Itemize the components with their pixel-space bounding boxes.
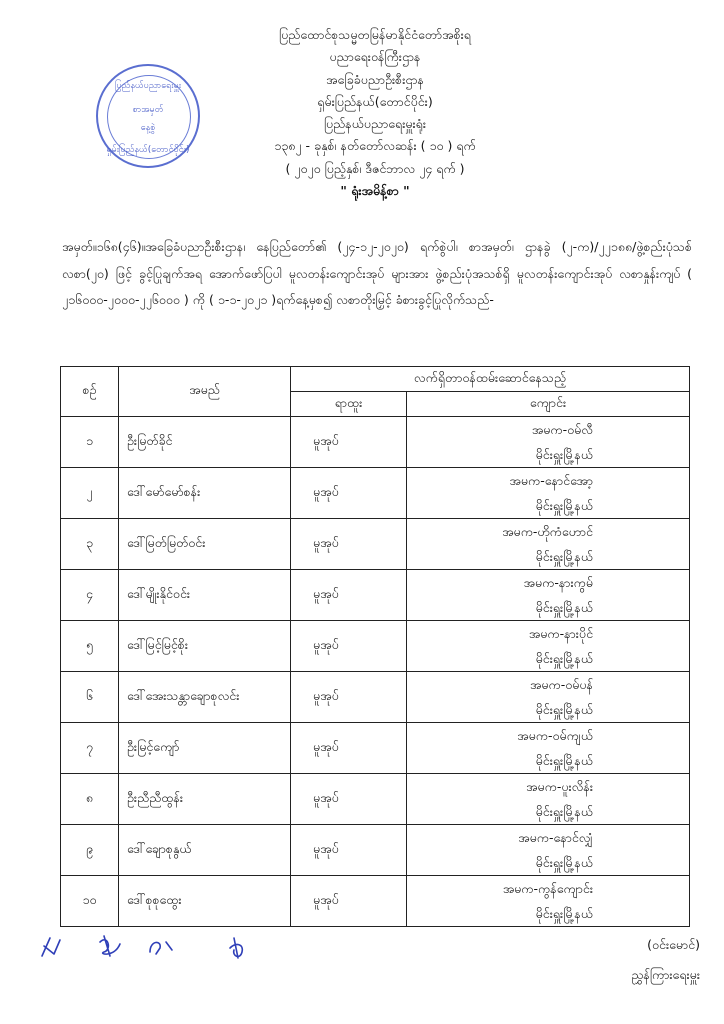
table-row — [61, 825, 690, 876]
school-cell — [407, 876, 690, 927]
seal-ref-line: စာအမှတ် — [132, 105, 164, 115]
table-row — [61, 570, 690, 621]
school-name: အမက-နောင်အော့ — [509, 473, 593, 488]
teacher-position: မူအုပ် — [291, 672, 407, 723]
teacher-name: ဒေါ်မျိုးနိုင်ဝင်း — [119, 570, 291, 621]
teacher-position: မူအုပ် — [291, 570, 407, 621]
township-name: မိုင်းရှူးမြို့နယ် — [535, 651, 593, 666]
school-cell — [407, 723, 690, 774]
row-number: ၂ — [61, 468, 119, 519]
seal-bottom-text: ရှမ်းပြည်နယ်(တောင်ပိုင်း) — [106, 145, 190, 155]
row-number: ၁ — [61, 417, 119, 468]
table-row — [61, 672, 690, 723]
teacher-position: မူအုပ် — [291, 468, 407, 519]
school-cell — [407, 825, 690, 876]
township-name: မိုင်းရှူးမြို့နယ် — [535, 498, 593, 513]
township-name: မိုင်းရှူးမြို့နယ် — [535, 906, 593, 921]
header-line-government: ပြည်ထောင်စုသမ္မတမြန်မာနိုင်ငံတော်အစိုးရ — [279, 27, 471, 42]
teacher-position: မူအုပ် — [291, 723, 407, 774]
header-line-gregorian-date: ( ၂၀၂၀ ပြည့်နှစ်၊ ဒီဇင်ဘာလ ၂၄ ရက် ) — [285, 160, 465, 176]
signatory-title: ညွှန်ကြားရေးမှူး — [631, 967, 700, 982]
letterhead — [210, 24, 540, 202]
school-name: အမက-ဝမ်လီ — [531, 422, 593, 437]
table-row — [61, 621, 690, 672]
school-cell — [407, 570, 690, 621]
school-cell — [407, 468, 690, 519]
school-name: အမက-ပူးလိန်း — [525, 779, 593, 794]
township-name: မိုင်းရှူးမြို့နယ် — [535, 855, 593, 870]
signature-2 — [100, 936, 120, 956]
school-cell — [407, 774, 690, 825]
teacher-position: မူအုပ် — [291, 621, 407, 672]
school-cell — [407, 672, 690, 723]
township-name: မိုင်းရှူးမြို့နယ် — [535, 447, 593, 462]
teacher-name: ဒေါ်မြတ်မြတ်ဝင်း — [119, 519, 291, 570]
seal-date-line: နေ့စွဲ — [140, 123, 156, 133]
school-cell — [407, 519, 690, 570]
header-current-duty: လက်ရှိတာဝန်ထမ်းဆောင်နေသည့် — [291, 367, 690, 392]
teacher-name: ဒေါ်မော်မော်စန်း — [119, 468, 291, 519]
table-row — [61, 417, 690, 468]
header-line-department: အခြေခံပညာဦးစီးဌာန — [326, 71, 424, 87]
teacher-position: မူအုပ် — [291, 417, 407, 468]
row-number: ၉ — [61, 825, 119, 876]
order-paragraph: အမှတ်။၁၆၈(၄၆)။အခြေခံပညာဦးစီးဌာန၊ နေပြည်တော်၏ (၂၄-၁၂-၂၀၂၀) ရက်စွဲပါ၊ စာအမှတ်၊ ဌာနခွဲ (၂-က)/၂၂၁၈၈/ဖွဲ့စည်းပုံသစ်လစာ(၂၀) ဖြင့် ခွင့်ပြုချက်အရ အောက်ဖော်ပြပါ မူလတန်းကျောင်းအုပ် များအား ဖွဲ့စည်းပုံအသစ်ရှိ မူလတန်းကျောင်းအုပ် လစာနှုန်းကျပ် ( ၂၁၆၀၀၀-၂၀၀၀-၂၂၆၀၀၀ ) ကို ( ၁-၁-၂၀၂၁ )ရက်နေ့မှစ၍ လစာတိုးမြှင့် ခံစားခွင့်ပြုလိုက်သည်- — [62, 239, 692, 307]
signature-scribbles — [38, 930, 278, 970]
row-number: ၆ — [61, 672, 119, 723]
school-name: အမက-ဟိုကံဟောင် — [502, 524, 593, 539]
teacher-position: မူအုပ် — [291, 825, 407, 876]
header-name: အမည် — [119, 367, 291, 417]
teacher-position: မူအုပ် — [291, 876, 407, 927]
township-name: မိုင်းရှူးမြို့နယ် — [535, 804, 593, 819]
teacher-name: ဒေါ်မြင့်မြင့်စိုး — [119, 621, 291, 672]
school-name: အမက-နားကွမ် — [523, 575, 593, 590]
table-row — [61, 876, 690, 927]
office-seal — [96, 64, 200, 168]
teacher-name: ဒေါ်အေးသန္တာချောစုလင်း — [119, 672, 291, 723]
township-name: မိုင်းရှူးမြို့နယ် — [535, 702, 593, 717]
table-row — [61, 774, 690, 825]
signature-4 — [230, 938, 242, 958]
signatory-block — [570, 930, 700, 990]
row-number: ၅ — [61, 621, 119, 672]
header-line-ministry: ပညာရေးဝန်ကြီးဌာန — [329, 49, 421, 65]
header-school: ကျောင်း — [407, 392, 690, 417]
signature-area — [38, 930, 278, 970]
township-name: မိုင်းရှူးမြို့နယ် — [535, 549, 593, 564]
school-cell — [407, 621, 690, 672]
school-name: အမက-ကွန်ကျောင်း — [502, 881, 593, 896]
seal-top-text: ပြည်နယ်ပညာရေးမှူး — [114, 81, 182, 91]
row-number: ၃ — [61, 519, 119, 570]
row-number: ၇ — [61, 723, 119, 774]
teacher-name: ဒေါ်စုစုထွေး — [119, 876, 291, 927]
teacher-position: မူအုပ် — [291, 774, 407, 825]
header-line-office: ပြည်နယ်ပညာရေးမှူးရုံး — [323, 116, 427, 132]
school-name: အမက-ဝမ်ပန် — [529, 677, 593, 692]
row-number: ၄ — [61, 570, 119, 621]
table-row — [61, 468, 690, 519]
teacher-table — [60, 366, 690, 927]
table-row — [61, 519, 690, 570]
teacher-position: မူအုပ် — [291, 519, 407, 570]
teacher-name: ဦးမြတ်ခိုင် — [119, 417, 291, 468]
header-line-order-title: " ရုံးအမိန့်စာ " — [340, 183, 410, 199]
header-line-region: ရှမ်းပြည်နယ်(တောင်ပိုင်း) — [317, 93, 433, 109]
table-row — [61, 723, 690, 774]
teacher-name: ဦးညီညီထွန်း — [119, 774, 291, 825]
signature-1 — [42, 938, 60, 956]
signatory-name: (ဝင်းမောင်) — [647, 937, 700, 952]
teacher-name: ဦးမြင့်ကျော် — [119, 723, 291, 774]
school-cell — [407, 417, 690, 468]
school-name: အမက-နောင်လျှံ — [518, 830, 593, 845]
header-position: ရာထူး — [291, 392, 407, 417]
school-name: အမက-ဝမ်ကျယ် — [517, 728, 593, 743]
row-number: ၈ — [61, 774, 119, 825]
row-number: ၁၀ — [61, 876, 119, 927]
school-name: အမက-နားပိုင် — [528, 626, 593, 641]
signature-3 — [150, 942, 172, 954]
header-line-myanmar-date: ၁၃၈၂ - ခုနှစ်၊ နတ်တော်လဆန်း ( ၁၀ ) ရက် — [274, 138, 476, 154]
header-no: စဉ် — [61, 367, 119, 417]
township-name: မိုင်းရှူးမြို့နယ် — [535, 600, 593, 615]
township-name: မိုင်းရှူးမြို့နယ် — [535, 753, 593, 768]
teacher-name: ဒေါ်ချောစုနွယ် — [119, 825, 291, 876]
